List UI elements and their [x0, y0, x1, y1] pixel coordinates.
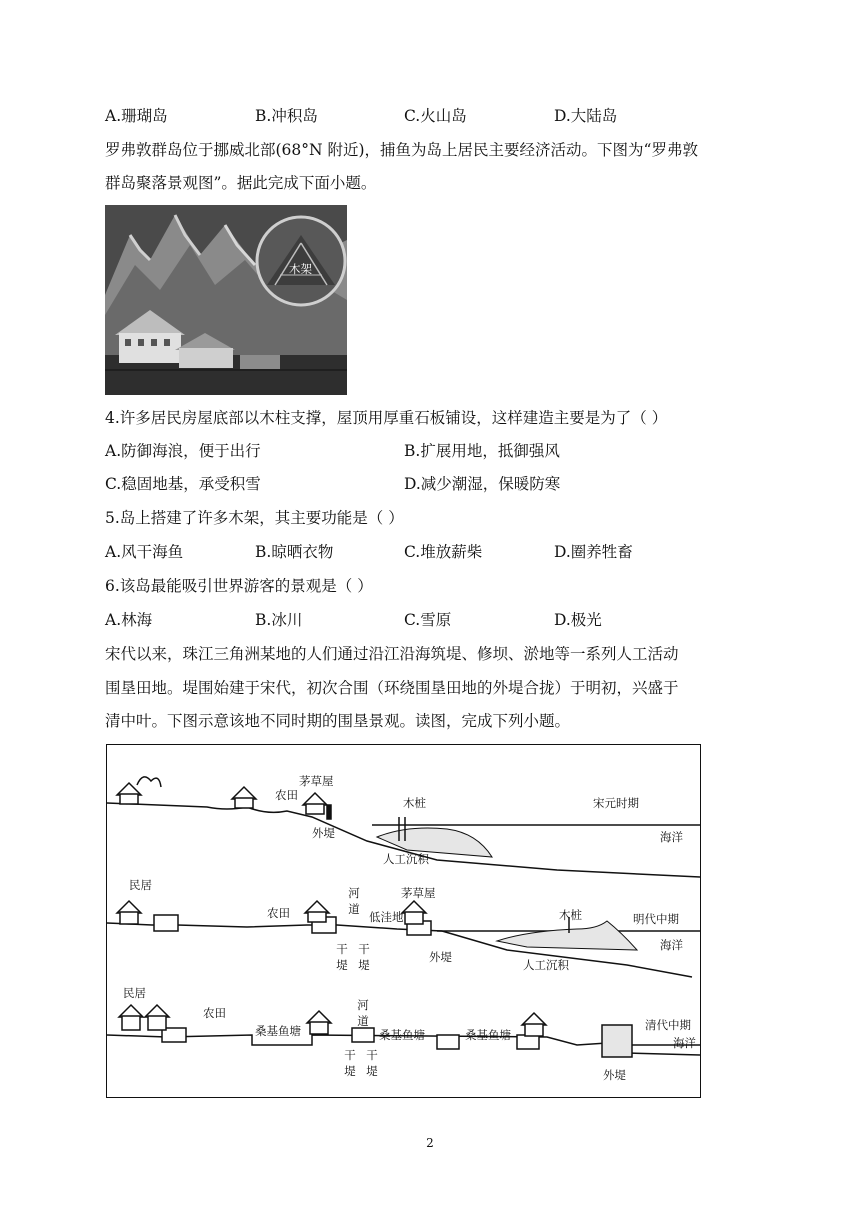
panel3-river: 河道	[357, 998, 369, 1028]
panel2-river: 河道	[348, 886, 360, 916]
panel3-fishpond-2: 桑基鱼塘	[379, 1028, 425, 1042]
pearl-intro-line-3: 清中叶。下图示意该地不同时期的围垦景观。读图，完成下列小题。	[105, 712, 571, 730]
panel2-period: 明代中期	[633, 912, 679, 926]
panel3-fishpond-1: 桑基鱼塘	[255, 1024, 301, 1038]
q4-stem: 4.许多居民房屋底部以木柱支撑，屋顶用厚重石板铺设，这样建造主要是为了（ ）	[105, 409, 668, 427]
q6-option-a: A.林海	[105, 611, 153, 629]
q5-option-a: A.风干海鱼	[105, 543, 184, 561]
lofoten-settlement-photo	[105, 205, 347, 395]
panel1-stake: 木桩	[403, 796, 426, 810]
panel2-stake: 木桩	[559, 908, 582, 922]
q3-option-a: A.珊瑚岛	[105, 107, 168, 125]
panel2-sea: 海洋	[660, 938, 683, 952]
panel3-dry-dike-right: 干堤	[366, 1048, 378, 1078]
q5-stem: 5.岛上搭建了许多木架，其主要功能是（ ）	[105, 509, 404, 527]
q5-option-b: B.晾晒衣物	[255, 543, 334, 561]
panel3-dry-dike-left: 干堤	[344, 1048, 356, 1078]
panel2-thatch: 茅草屋	[401, 886, 436, 900]
q5-option-d: D.圈养牲畜	[554, 543, 633, 561]
panel1-thatch: 茅草屋	[299, 774, 334, 788]
q4-option-c: C.稳固地基，承受积雪	[105, 475, 261, 493]
lofoten-intro-line-1: 罗弗敦群岛位于挪威北部(68°N 附近)，捕鱼为岛上居民主要经济活动。下图为“罗弗敦	[105, 141, 698, 159]
photo-inset-label: 木架	[289, 262, 312, 276]
panel2-field: 农田	[267, 906, 290, 920]
q4-option-d: D.减少潮湿，保暖防寒	[404, 475, 561, 493]
q5-option-c: C.堆放薪柴	[404, 543, 483, 561]
panel3-field: 农田	[203, 1006, 226, 1020]
panel2-dry-dike-left: 干堤	[336, 942, 348, 972]
panel1-sea: 海洋	[660, 830, 683, 844]
panel3-period: 清代中期	[645, 1018, 691, 1032]
panel1-deposit: 人工沉积	[383, 852, 429, 866]
q6-stem: 6.该岛最能吸引世界游客的景观是（ ）	[105, 577, 373, 595]
reclamation-diagram	[106, 744, 701, 1098]
panel2-house: 民居	[129, 878, 152, 892]
panel3-sea: 海洋	[673, 1036, 696, 1050]
q3-option-c: C.火山岛	[404, 107, 467, 125]
panel3-house: 民居	[123, 986, 146, 1000]
panel3-fishpond-3: 桑基鱼塘	[465, 1028, 511, 1042]
lofoten-intro-line-2: 群岛聚落景观图”。据此完成下面小题。	[105, 174, 377, 192]
page-number: 2	[426, 1136, 434, 1150]
panel2-deposit: 人工沉积	[523, 958, 569, 972]
q6-option-d: D.极光	[554, 611, 602, 629]
photo-illustration	[105, 205, 347, 395]
q6-option-b: B.冰川	[255, 611, 303, 629]
panel1-period: 宋元时期	[593, 796, 639, 810]
panel1-dike: 外堤	[312, 826, 335, 840]
panel2-dike: 外堤	[429, 950, 452, 964]
q4-option-b: B.扩展用地，抵御强风	[404, 442, 560, 460]
q4-option-a: A.防御海浪，便于出行	[105, 442, 261, 460]
panel3-dike: 外堤	[603, 1068, 626, 1082]
pearl-intro-line-1: 宋代以来，珠江三角洲某地的人们通过沿江沿海筑堤、修坝、淤地等一系列人工活动	[105, 645, 679, 663]
panel1-field: 农田	[275, 788, 298, 802]
panel2-lowland: 低洼地	[369, 910, 404, 924]
q6-option-c: C.雪原	[404, 611, 452, 629]
q3-option-b: B.冲积岛	[255, 107, 318, 125]
panel2-dry-dike-right: 干堤	[358, 942, 370, 972]
q3-option-d: D.大陆岛	[554, 107, 618, 125]
pearl-intro-line-2: 围垦田地。堤围始建于宋代，初次合围（环绕围垦田地的外堤合拢）于明初，兴盛于	[105, 679, 679, 697]
